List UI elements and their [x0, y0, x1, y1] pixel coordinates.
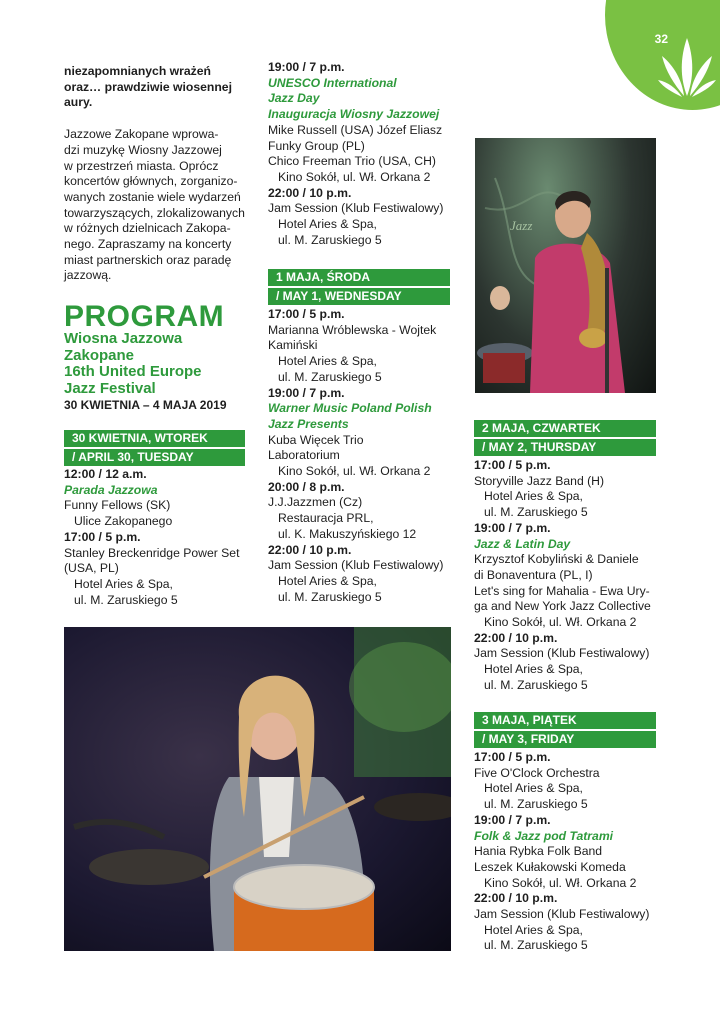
event-time: 17:00 / 5 p.m. [474, 458, 551, 472]
saxophonist-photo [475, 138, 656, 393]
event-name: Jazz & Latin Day [474, 536, 571, 551]
day-header-may-2: 2 MAJA, CZWARTEK / MAY 2, THURSDAY [474, 420, 656, 456]
event-venue: Hotel Aries & Spa, [278, 217, 377, 232]
events-may-2 [474, 458, 660, 694]
event-performer: Funny Fellows (SK) [64, 498, 171, 513]
event-venue: Kino Sokół, ul. Wł. Orkana 2 [278, 464, 431, 479]
intro-bold-text: niezapomnianych wrażeń oraz… prawdziwie wiosennej aury. [64, 64, 232, 110]
event-performer: Hania Rybka Folk Band [474, 844, 603, 859]
event-performer: Chico Freeman Trio (USA, CH) [268, 154, 436, 169]
event-venue: Hotel Aries & Spa, [484, 781, 583, 796]
event-performer: Marianna Wróblewska - Wojtek [268, 322, 437, 337]
event-performer: di Bonaventura (PL, I) [474, 567, 593, 582]
event-item [474, 458, 660, 521]
event-venue: ul. M. Zaruskiego 5 [484, 797, 588, 812]
event-item [474, 891, 660, 954]
event-performer: Funky Group (PL) [268, 138, 365, 153]
events-april-30-evening [268, 60, 454, 248]
event-name: Parada Jazzowa [64, 482, 158, 497]
saxophonist-illustration [475, 138, 656, 393]
events-april-30 [64, 467, 252, 608]
program-subtitle: Wiosna Jazzowa Zakopane 16th United Europe Jazz Festival [64, 330, 202, 397]
event-time: 12:00 / 12 a.m. [64, 467, 147, 481]
program-title: PROGRAM [64, 300, 225, 333]
event-item [64, 530, 252, 609]
event-time: 19:00 / 7 p.m. [268, 60, 345, 74]
event-name: Warner Music Poland Polish [268, 401, 432, 416]
event-time: 17:00 / 5 p.m. [64, 529, 141, 544]
intro-column [64, 64, 252, 284]
event-venue: ul. M. Zaruskiego 5 [278, 232, 382, 247]
event-performer: Let's sing for Mahalia - Ewa Ury- [474, 583, 650, 598]
event-venue: ul. K. Makuszyńskiego 12 [278, 526, 417, 541]
event-venue: Hotel Aries & Spa, [74, 576, 173, 591]
event-item [268, 186, 454, 249]
event-time: 19:00 / 7 p.m. [268, 385, 345, 400]
event-name: Inauguracja Wiosny Jazzowej [268, 107, 440, 122]
event-performer: Jam Session (Klub Festiwalowy) [268, 201, 444, 216]
event-item [474, 750, 660, 813]
event-time: 20:00 / 8 p.m. [268, 479, 345, 494]
event-performer: Five O'Clock Orchestra [474, 765, 600, 780]
event-item [474, 521, 660, 631]
drummer-photo [64, 627, 451, 951]
event-venue: Hotel Aries & Spa, [278, 573, 377, 588]
event-name: Jazz Day [268, 91, 320, 106]
event-venue: ul. M. Zaruskiego 5 [484, 505, 588, 520]
page-number: 32 [654, 32, 668, 46]
event-name: UNESCO International [268, 75, 397, 90]
event-item [474, 631, 660, 694]
event-venue: Hotel Aries & Spa, [484, 489, 583, 504]
event-venue: Hotel Aries & Spa, [484, 922, 583, 937]
drummer-illustration [64, 627, 451, 951]
event-venue: ul. M. Zaruskiego 5 [484, 938, 588, 953]
event-venue: Ulice Zakopanego [74, 514, 173, 529]
event-item [64, 467, 252, 530]
event-item [268, 307, 454, 386]
event-name: Jazz Presents [268, 416, 349, 431]
event-performer: Leszek Kułakowski Komeda [474, 859, 626, 874]
event-venue: ul. M. Zaruskiego 5 [74, 592, 178, 607]
program-dates: 30 KWIETNIA – 4 MAJA 2019 [64, 398, 227, 412]
events-may-3 [474, 750, 660, 954]
event-performer: (USA, PL) [64, 561, 119, 576]
event-venue: Kino Sokół, ul. Wł. Orkana 2 [278, 169, 431, 184]
event-performer: Jam Session (Klub Festiwalowy) [268, 558, 444, 573]
leaf-logo-icon [658, 36, 716, 98]
event-item [474, 813, 660, 892]
event-name: Folk & Jazz pod Tatrami [474, 828, 614, 843]
event-time: 17:00 / 5 p.m. [474, 750, 551, 764]
event-performer: Jam Session (Klub Festiwalowy) [474, 907, 650, 922]
event-performer: Mike Russell (USA) Józef Eliasz [268, 122, 443, 137]
event-venue: ul. M. Zaruskiego 5 [278, 369, 382, 384]
day-header-may-3: 3 MAJA, PIĄTEK / MAY 3, FRIDAY [474, 712, 656, 748]
event-time: 22:00 / 10 p.m. [268, 542, 352, 557]
event-item [268, 386, 454, 480]
intro-paragraph: Jazzowe Zakopane wprowa- dzi muzykę Wiosny Jazzowej w przestrzeń miasta. Oprócz koncertów głównych, zorganizo- wanych zostanie wiele wydarzeń towarzyszących, zlokalizowanych w różnych dzielnicach Zakopa- nego. Zapraszamy na koncerty miast partnerskich oraz paradę jazzową. [64, 127, 245, 283]
jazz-sign-text: Jazz [510, 218, 533, 233]
event-performer: Krzysztof Kobyliński & Daniele [474, 552, 639, 567]
event-performer: Jam Session (Klub Festiwalowy) [474, 646, 650, 661]
event-performer: Kuba Więcek Trio [268, 432, 364, 447]
event-time: 22:00 / 10 p.m. [474, 891, 558, 906]
event-venue: Restauracja PRL, [278, 511, 374, 526]
event-time: 17:00 / 5 p.m. [268, 307, 345, 321]
event-performer: J.J.Jazzmen (Cz) [268, 495, 363, 510]
event-performer: Laboratorium [268, 448, 340, 463]
event-performer: ga and New York Jazz Collective [474, 599, 651, 614]
event-venue: Hotel Aries & Spa, [278, 354, 377, 369]
day-header-april-30: 30 KWIETNIA, WTOREK / APRIL 30, TUESDAY [64, 430, 245, 466]
event-venue: Kino Sokół, ul. Wł. Orkana 2 [484, 875, 637, 890]
event-performer: Storyville Jazz Band (H) [474, 473, 605, 488]
event-venue: Kino Sokół, ul. Wł. Orkana 2 [484, 615, 637, 630]
event-item [268, 480, 454, 543]
event-time: 19:00 / 7 p.m. [474, 812, 551, 827]
event-time: 19:00 / 7 p.m. [474, 520, 551, 535]
event-venue: ul. M. Zaruskiego 5 [484, 677, 588, 692]
event-time: 22:00 / 10 p.m. [268, 185, 352, 200]
event-venue: Hotel Aries & Spa, [484, 662, 583, 677]
day-header-may-1: 1 MAJA, ŚRODA / MAY 1, WEDNESDAY [268, 269, 450, 305]
event-performer: Stanley Breckenridge Power Set [64, 545, 240, 560]
event-item [268, 60, 454, 186]
event-time: 22:00 / 10 p.m. [474, 630, 558, 645]
event-item [268, 543, 454, 606]
events-may-1 [268, 307, 454, 605]
event-venue: ul. M. Zaruskiego 5 [278, 589, 382, 604]
event-performer: Kamiński [268, 338, 318, 353]
